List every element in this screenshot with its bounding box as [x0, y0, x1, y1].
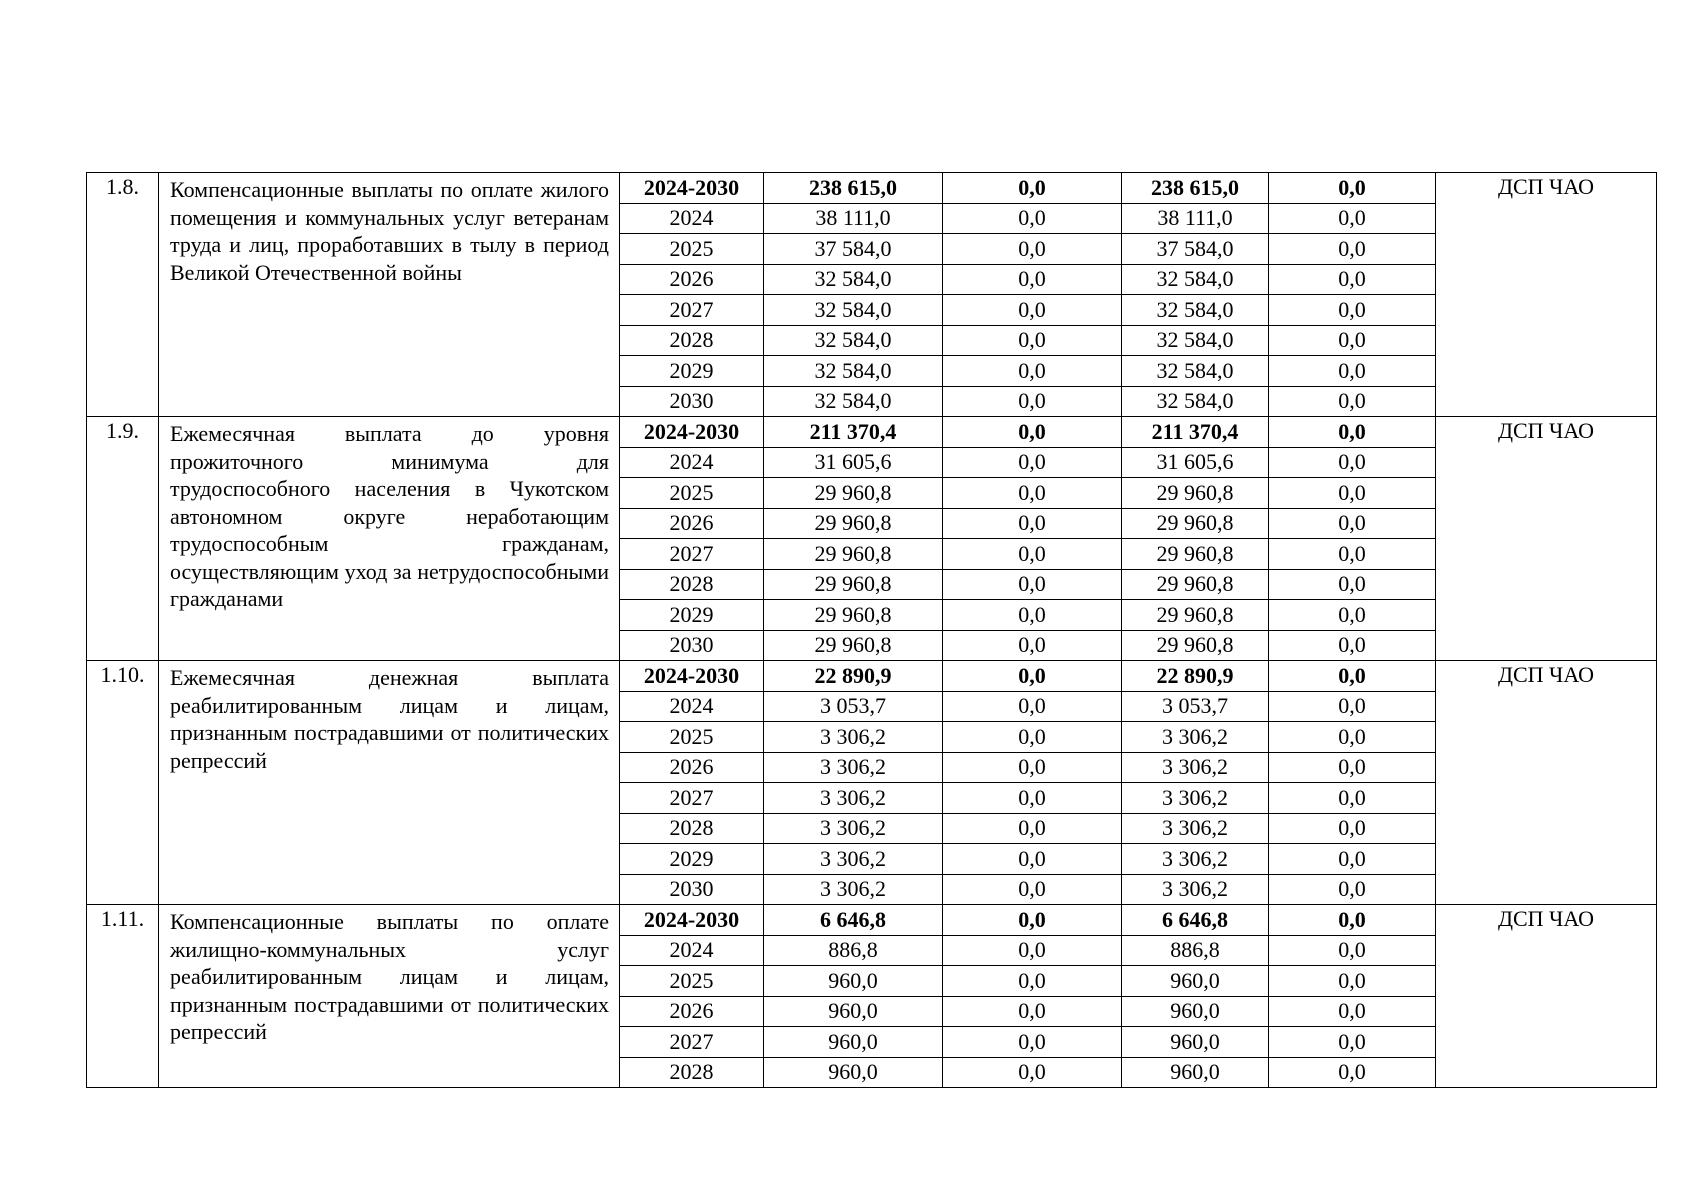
period-cell: 2026	[620, 264, 764, 295]
period-cell: 2024-2030	[620, 661, 764, 692]
amount-cell-2: 29 960,8	[1122, 508, 1269, 539]
total-amount-cell: 6 646,8	[764, 905, 943, 936]
amount-cell-2: 32 584,0	[1122, 295, 1269, 326]
period-cell: 2026	[620, 996, 764, 1027]
amount-cell-3: 0,0	[1269, 325, 1436, 356]
amount-cell-1: 0,0	[943, 173, 1122, 204]
total-amount-cell: 32 584,0	[764, 386, 943, 417]
amount-cell-3: 0,0	[1269, 905, 1436, 936]
total-amount-cell: 3 306,2	[764, 722, 943, 753]
total-amount-cell: 37 584,0	[764, 234, 943, 265]
amount-cell-1: 0,0	[943, 905, 1122, 936]
period-cell: 2028	[620, 569, 764, 600]
amount-cell-3: 0,0	[1269, 569, 1436, 600]
amount-cell-1: 0,0	[943, 295, 1122, 326]
period-cell: 2024	[620, 691, 764, 722]
period-cell: 2025	[620, 234, 764, 265]
amount-cell-1: 0,0	[943, 417, 1122, 448]
period-cell: 2025	[620, 966, 764, 997]
total-amount-cell: 960,0	[764, 966, 943, 997]
amount-cell-3: 0,0	[1269, 295, 1436, 326]
amount-cell-1: 0,0	[943, 234, 1122, 265]
amount-cell-2: 32 584,0	[1122, 264, 1269, 295]
table-body	[87, 173, 1657, 1088]
amount-cell-3: 0,0	[1269, 1027, 1436, 1058]
executor-cell: ДСП ЧАО	[1436, 417, 1657, 661]
amount-cell-2: 886,8	[1122, 935, 1269, 966]
amount-cell-2: 32 584,0	[1122, 356, 1269, 387]
total-amount-cell: 960,0	[764, 1027, 943, 1058]
period-cell: 2028	[620, 1057, 764, 1088]
amount-cell-2: 3 306,2	[1122, 874, 1269, 905]
amount-cell-2: 3 306,2	[1122, 783, 1269, 814]
amount-cell-2: 29 960,8	[1122, 478, 1269, 509]
amount-cell-3: 0,0	[1269, 996, 1436, 1027]
period-cell: 2024-2030	[620, 173, 764, 204]
amount-cell-1: 0,0	[943, 966, 1122, 997]
amount-cell-3: 0,0	[1269, 386, 1436, 417]
amount-cell-1: 0,0	[943, 844, 1122, 875]
period-cell: 2026	[620, 752, 764, 783]
amount-cell-3: 0,0	[1269, 600, 1436, 631]
amount-cell-2: 3 306,2	[1122, 752, 1269, 783]
activity-total-row	[87, 417, 1657, 448]
period-cell: 2024	[620, 203, 764, 234]
total-amount-cell: 886,8	[764, 935, 943, 966]
amount-cell-3: 0,0	[1269, 752, 1436, 783]
amount-cell-2: 6 646,8	[1122, 905, 1269, 936]
total-amount-cell: 31 605,6	[764, 447, 943, 478]
activity-description: Компенсационные выплаты по оплате жилого помещения и коммунальных услуг ветеранам труда и лиц, проработавших в тылу в период Великой Отечественной войны	[159, 173, 620, 417]
period-cell: 2028	[620, 325, 764, 356]
period-cell: 2026	[620, 508, 764, 539]
amount-cell-1: 0,0	[943, 996, 1122, 1027]
activity-total-row	[87, 905, 1657, 936]
amount-cell-2: 3 306,2	[1122, 844, 1269, 875]
period-cell: 2027	[620, 1027, 764, 1058]
amount-cell-3: 0,0	[1269, 783, 1436, 814]
amount-cell-1: 0,0	[943, 508, 1122, 539]
amount-cell-3: 0,0	[1269, 417, 1436, 448]
amount-cell-1: 0,0	[943, 752, 1122, 783]
amount-cell-3: 0,0	[1269, 356, 1436, 387]
total-amount-cell: 32 584,0	[764, 325, 943, 356]
amount-cell-2: 3 306,2	[1122, 813, 1269, 844]
program-activities-table	[86, 172, 1657, 1088]
total-amount-cell: 3 306,2	[764, 844, 943, 875]
period-cell: 2030	[620, 874, 764, 905]
amount-cell-3: 0,0	[1269, 478, 1436, 509]
activity-description: Ежемесячная выплата до уровня прожиточного минимума для трудоспособного населения в Чукотском автономном округе неработающим трудоспособным гражданам, осуществляющим уход за нетрудоспособными гражданами	[159, 417, 620, 661]
amount-cell-2: 29 960,8	[1122, 600, 1269, 631]
period-cell: 2029	[620, 844, 764, 875]
amount-cell-2: 960,0	[1122, 996, 1269, 1027]
total-amount-cell: 3 306,2	[764, 752, 943, 783]
amount-cell-2: 3 306,2	[1122, 722, 1269, 753]
activity-total-row	[87, 661, 1657, 692]
total-amount-cell: 29 960,8	[764, 539, 943, 570]
amount-cell-1: 0,0	[943, 1027, 1122, 1058]
amount-cell-3: 0,0	[1269, 203, 1436, 234]
amount-cell-1: 0,0	[943, 569, 1122, 600]
total-amount-cell: 3 306,2	[764, 874, 943, 905]
amount-cell-3: 0,0	[1269, 508, 1436, 539]
total-amount-cell: 29 960,8	[764, 478, 943, 509]
amount-cell-2: 29 960,8	[1122, 569, 1269, 600]
amount-cell-2: 960,0	[1122, 1057, 1269, 1088]
amount-cell-3: 0,0	[1269, 447, 1436, 478]
amount-cell-2: 32 584,0	[1122, 386, 1269, 417]
amount-cell-3: 0,0	[1269, 539, 1436, 570]
period-cell: 2027	[620, 295, 764, 326]
total-amount-cell: 32 584,0	[764, 295, 943, 326]
amount-cell-3: 0,0	[1269, 173, 1436, 204]
amount-cell-1: 0,0	[943, 264, 1122, 295]
total-amount-cell: 38 111,0	[764, 203, 943, 234]
amount-cell-1: 0,0	[943, 600, 1122, 631]
period-cell: 2024-2030	[620, 905, 764, 936]
period-cell: 2027	[620, 539, 764, 570]
period-cell: 2030	[620, 630, 764, 661]
total-amount-cell: 960,0	[764, 1057, 943, 1088]
amount-cell-1: 0,0	[943, 630, 1122, 661]
amount-cell-2: 29 960,8	[1122, 630, 1269, 661]
amount-cell-2: 32 584,0	[1122, 325, 1269, 356]
total-amount-cell: 211 370,4	[764, 417, 943, 448]
total-amount-cell: 238 615,0	[764, 173, 943, 204]
amount-cell-2: 31 605,6	[1122, 447, 1269, 478]
amount-cell-3: 0,0	[1269, 630, 1436, 661]
period-cell: 2030	[620, 386, 764, 417]
amount-cell-3: 0,0	[1269, 1057, 1436, 1088]
total-amount-cell: 32 584,0	[764, 356, 943, 387]
amount-cell-2: 960,0	[1122, 966, 1269, 997]
period-cell: 2025	[620, 478, 764, 509]
period-cell: 2024	[620, 935, 764, 966]
total-amount-cell: 22 890,9	[764, 661, 943, 692]
amount-cell-2: 211 370,4	[1122, 417, 1269, 448]
period-cell: 2024-2030	[620, 417, 764, 448]
amount-cell-2: 960,0	[1122, 1027, 1269, 1058]
executor-cell: ДСП ЧАО	[1436, 905, 1657, 1088]
period-cell: 2028	[620, 813, 764, 844]
total-amount-cell: 960,0	[764, 996, 943, 1027]
amount-cell-2: 3 053,7	[1122, 691, 1269, 722]
amount-cell-1: 0,0	[943, 539, 1122, 570]
total-amount-cell: 32 584,0	[764, 264, 943, 295]
amount-cell-1: 0,0	[943, 722, 1122, 753]
amount-cell-1: 0,0	[943, 203, 1122, 234]
amount-cell-3: 0,0	[1269, 935, 1436, 966]
executor-cell: ДСП ЧАО	[1436, 661, 1657, 905]
period-cell: 2027	[620, 783, 764, 814]
amount-cell-3: 0,0	[1269, 661, 1436, 692]
amount-cell-2: 22 890,9	[1122, 661, 1269, 692]
amount-cell-1: 0,0	[943, 1057, 1122, 1088]
period-cell: 2024	[620, 447, 764, 478]
amount-cell-2: 29 960,8	[1122, 539, 1269, 570]
amount-cell-3: 0,0	[1269, 234, 1436, 265]
amount-cell-3: 0,0	[1269, 966, 1436, 997]
amount-cell-1: 0,0	[943, 935, 1122, 966]
amount-cell-3: 0,0	[1269, 722, 1436, 753]
amount-cell-2: 238 615,0	[1122, 173, 1269, 204]
activity-number: 1.8.	[87, 173, 159, 417]
executor-cell: ДСП ЧАО	[1436, 173, 1657, 417]
total-amount-cell: 3 306,2	[764, 783, 943, 814]
amount-cell-1: 0,0	[943, 691, 1122, 722]
total-amount-cell: 29 960,8	[764, 569, 943, 600]
amount-cell-3: 0,0	[1269, 813, 1436, 844]
activity-number: 1.11.	[87, 905, 159, 1088]
amount-cell-2: 37 584,0	[1122, 234, 1269, 265]
amount-cell-3: 0,0	[1269, 691, 1436, 722]
activity-description: Компенсационные выплаты по оплате жилищно-коммунальных услуг реабилитированным лицам и лицам, признанным пострадавшими от политических репрессий	[159, 905, 620, 1088]
period-cell: 2025	[620, 722, 764, 753]
amount-cell-1: 0,0	[943, 447, 1122, 478]
amount-cell-2: 38 111,0	[1122, 203, 1269, 234]
amount-cell-1: 0,0	[943, 386, 1122, 417]
activity-number: 1.10.	[87, 661, 159, 905]
period-cell: 2029	[620, 356, 764, 387]
total-amount-cell: 29 960,8	[764, 630, 943, 661]
amount-cell-3: 0,0	[1269, 844, 1436, 875]
amount-cell-1: 0,0	[943, 874, 1122, 905]
amount-cell-1: 0,0	[943, 783, 1122, 814]
total-amount-cell: 29 960,8	[764, 600, 943, 631]
period-cell: 2029	[620, 600, 764, 631]
amount-cell-1: 0,0	[943, 356, 1122, 387]
amount-cell-1: 0,0	[943, 813, 1122, 844]
amount-cell-3: 0,0	[1269, 874, 1436, 905]
total-amount-cell: 29 960,8	[764, 508, 943, 539]
total-amount-cell: 3 306,2	[764, 813, 943, 844]
amount-cell-1: 0,0	[943, 478, 1122, 509]
activity-number: 1.9.	[87, 417, 159, 661]
activity-total-row	[87, 173, 1657, 204]
activity-description: Ежемесячная денежная выплата реабилитированным лицам и лицам, признанным пострадавшими от политических репрессий	[159, 661, 620, 905]
amount-cell-1: 0,0	[943, 325, 1122, 356]
amount-cell-3: 0,0	[1269, 264, 1436, 295]
total-amount-cell: 3 053,7	[764, 691, 943, 722]
amount-cell-1: 0,0	[943, 661, 1122, 692]
